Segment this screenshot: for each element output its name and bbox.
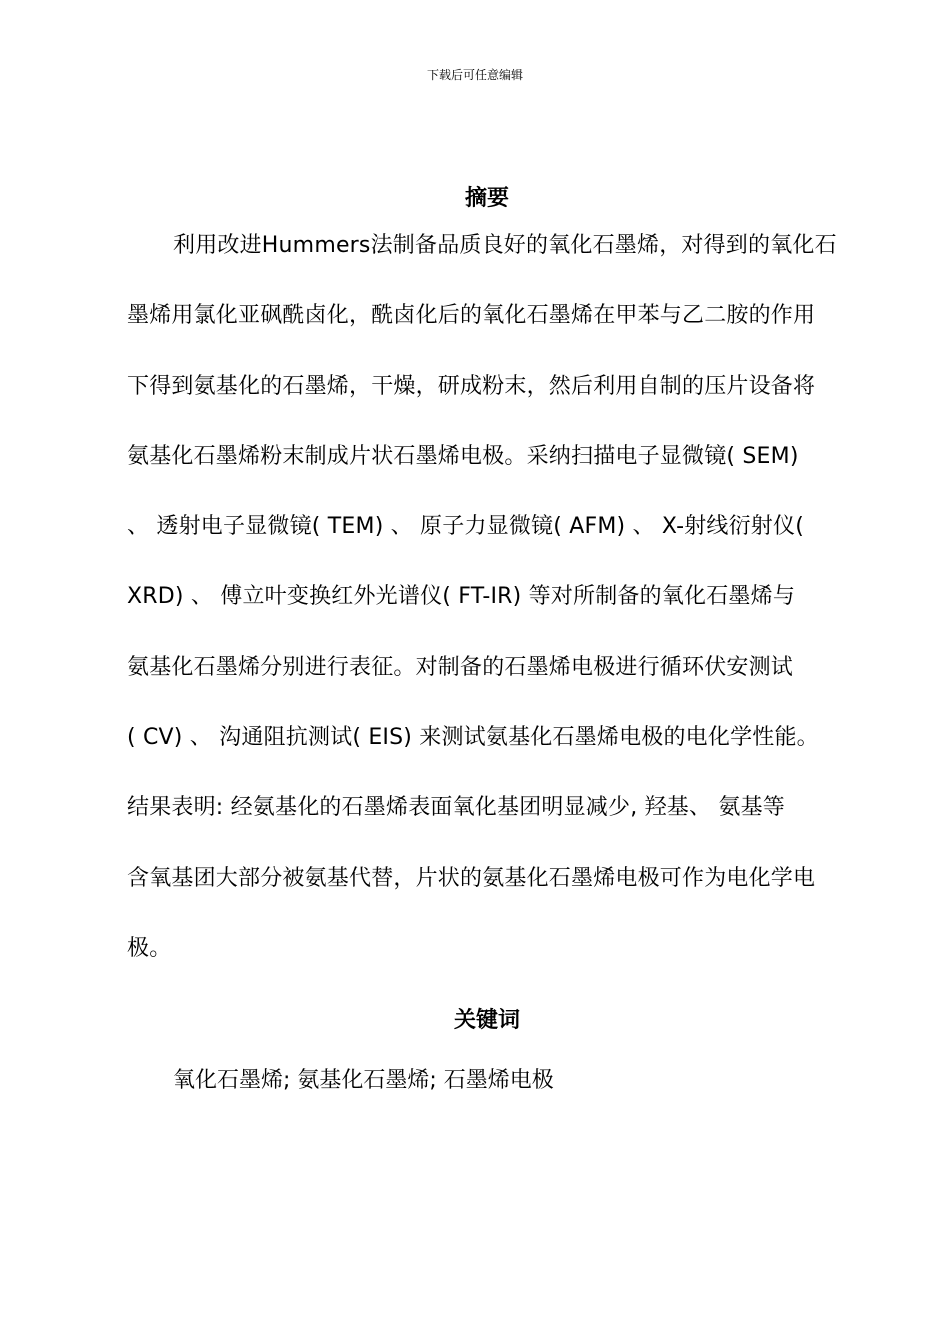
- abstract-line: XRD) 、 傅立叶变换红外光谱仪( FT-IR) 等对所制备的氧化石墨烯与: [127, 584, 796, 610]
- abstract-line: 极。: [127, 935, 172, 961]
- abstract-line: 含氧基团大部分被氨基代替，片状的氨基化石墨烯电极可作为电化学电: [127, 865, 816, 891]
- abstract-line: 下得到氨基化的石墨烯，干燥，研成粉末，然后利用自制的压片设备将: [127, 373, 816, 399]
- abstract-line: 墨烯用氯化亚砜酰卤化，酰卤化后的氧化石墨烯在甲苯与乙二胺的作用: [127, 303, 816, 329]
- abstract-line: 结果表明: 经氨基化的石墨烯表面氧化基团明显减少, 羟基、 氨基等: [127, 795, 785, 821]
- abstract-body: [127, 211, 862, 984]
- abstract-line: 利用改进Hummers法制备品质良好的氧化石墨烯，对得到的氧化石: [173, 233, 837, 258]
- abstract-line: 氨基化石墨烯粉末制成片状石墨烯电极。采纳扫描电子显微镜( SEM): [127, 443, 799, 469]
- abstract-line: 氨基化石墨烯分别进行表征。对制备的石墨烯电极进行循环伏安测试: [127, 654, 794, 680]
- abstract-title: 摘要: [464, 186, 509, 211]
- keywords-title: 关键词: [453, 1008, 520, 1033]
- abstract-line: 、 透射电子显微镜( TEM) 、 原子力显微镜( AFM) 、 X-射线衍射仪(: [127, 514, 804, 540]
- abstract-line: ( CV) 、 沟通阻抗测试( EIS) 来测试氨基化石墨烯电极的电化学性能。: [127, 725, 819, 751]
- keywords-text: 氧化石墨烯; 氨基化石墨烯; 石墨烯电极: [173, 1068, 554, 1093]
- page-header: 下载后可任意编辑: [426, 68, 523, 82]
